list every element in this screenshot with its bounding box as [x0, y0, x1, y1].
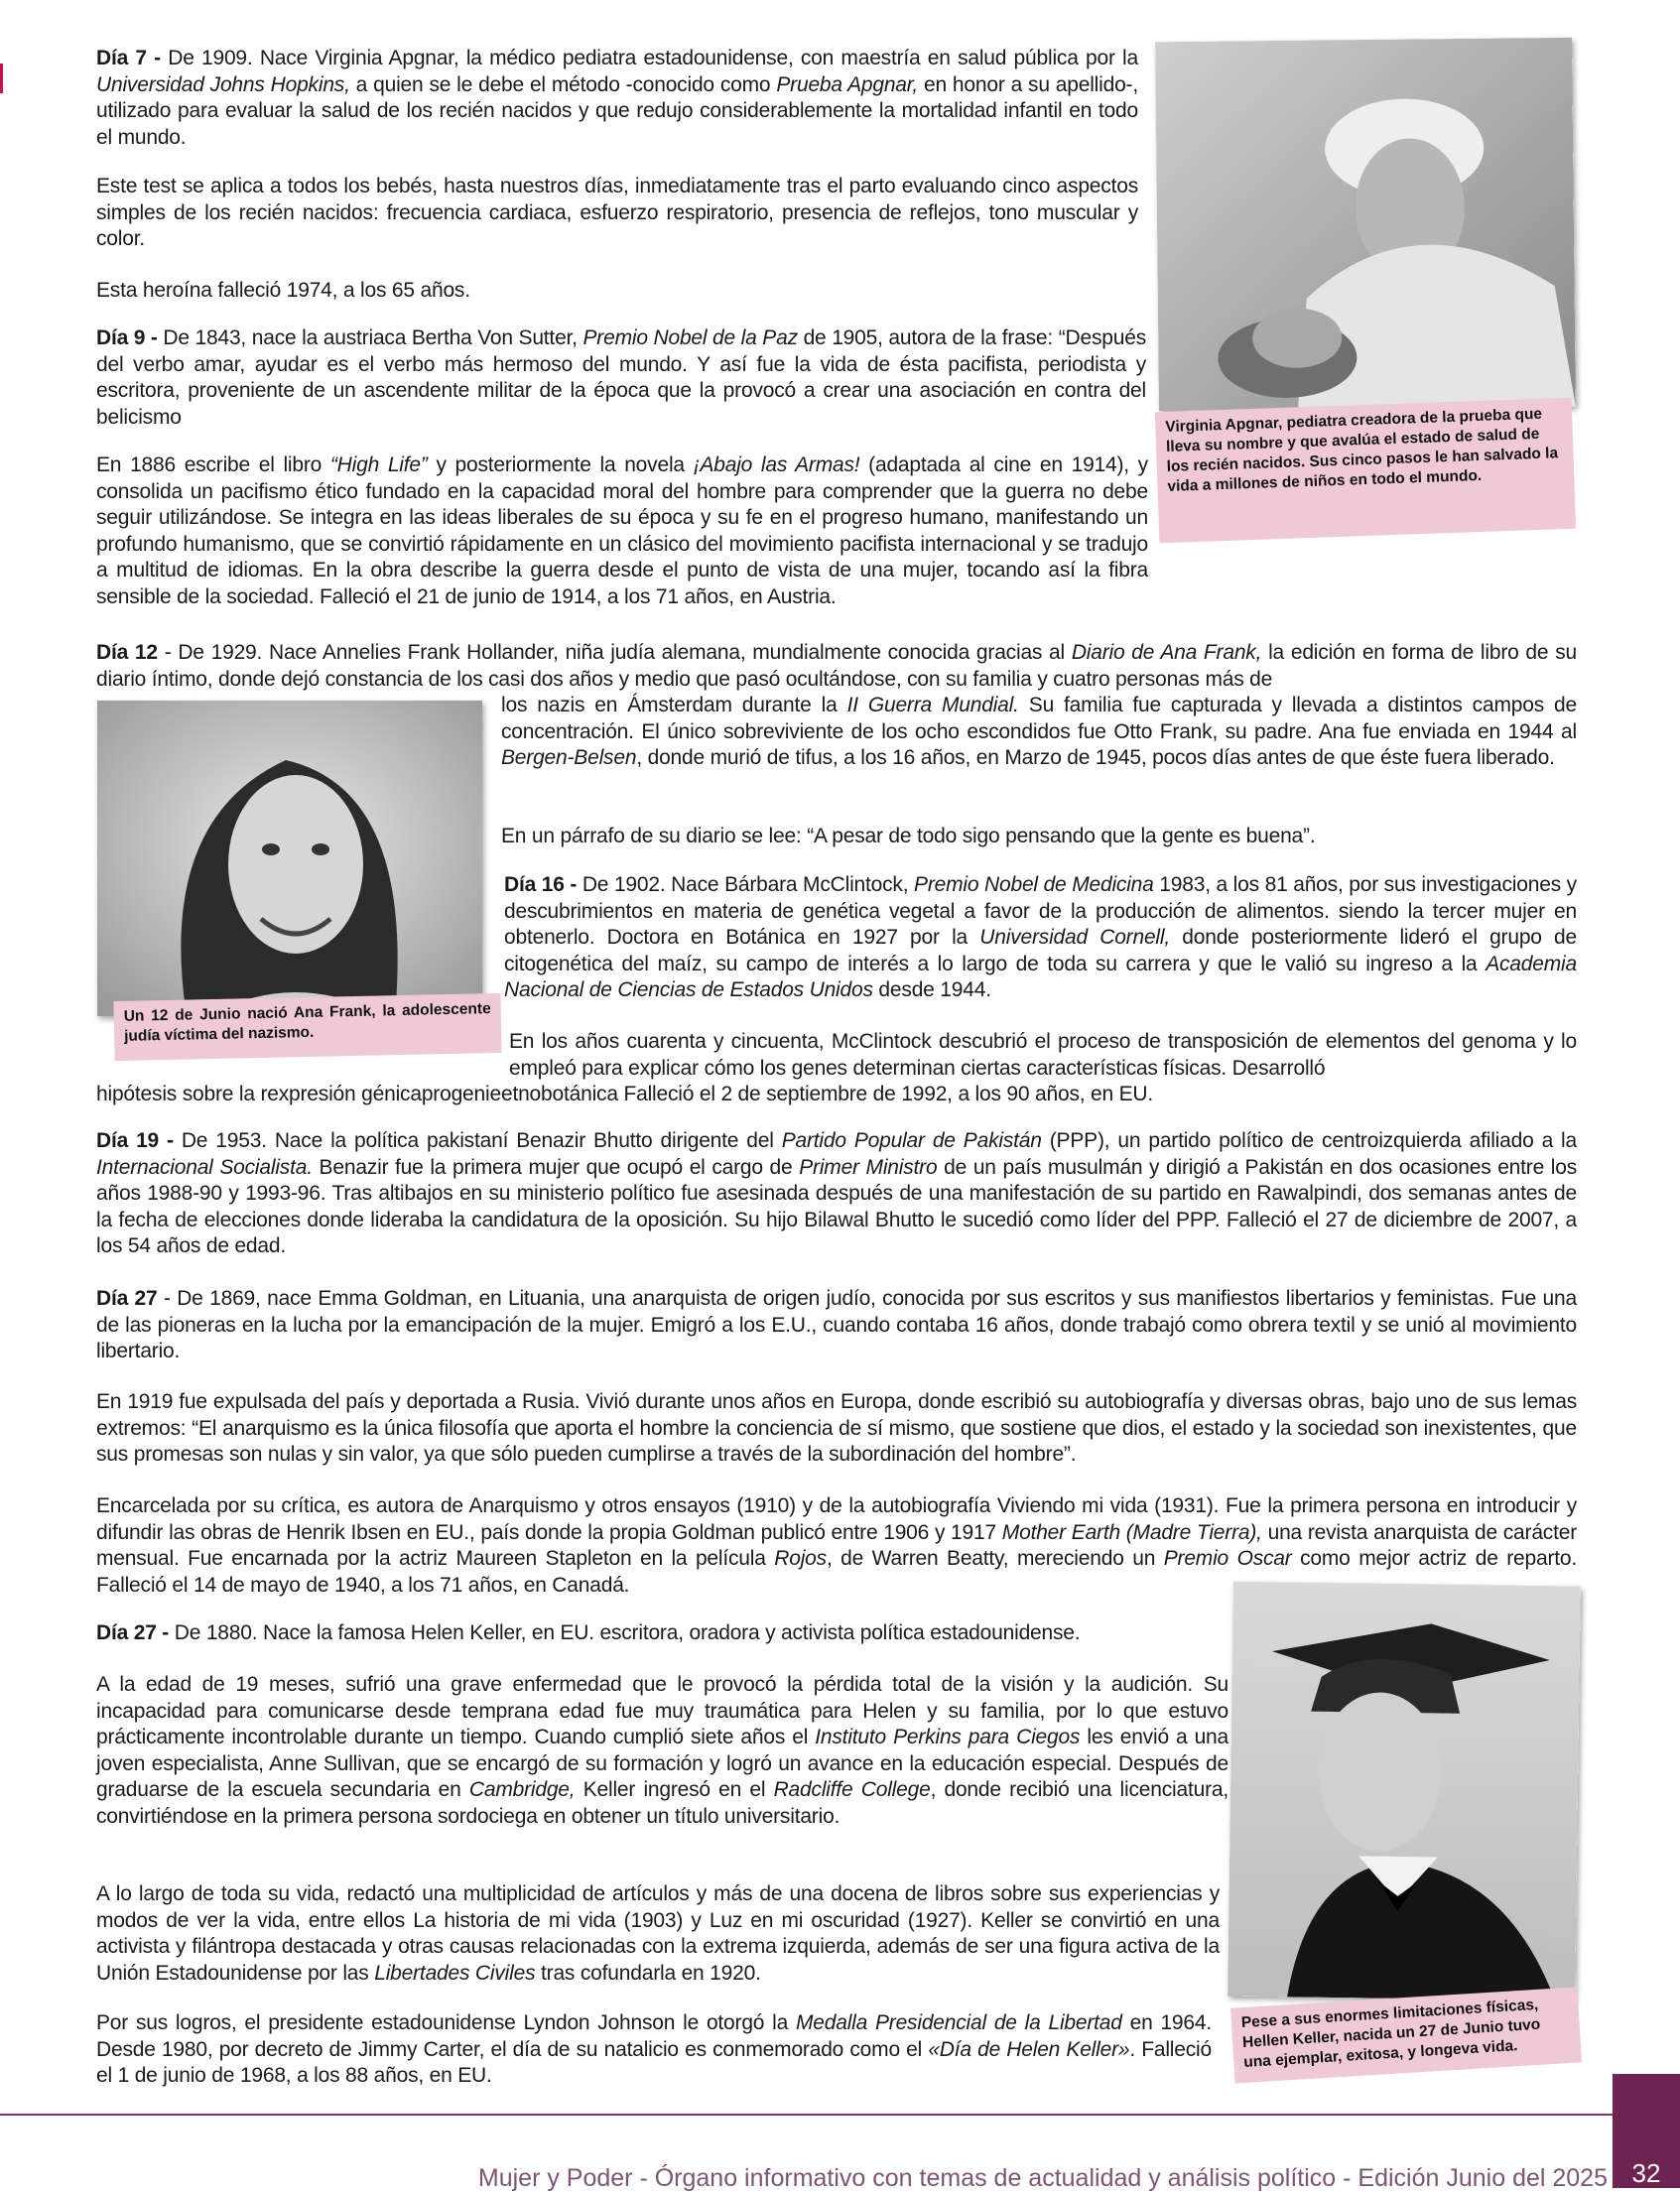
italic-text: Primer Ministro [799, 1155, 938, 1179]
italic-text: Bergen-Belsen [501, 746, 637, 769]
photo-virginia-apgnar [1155, 38, 1576, 411]
text: de 1905, autora de la frase: “Después del verbo amar, ayudar es el verbo más hermoso del mundo. Y así fue la vida de ésta pacifista, periodista y escritora, proveniente de un ascendente militar de la época que la provocó a crear una asociación en contra del belicismo [96, 326, 1146, 429]
text: De 1902. Nace Bárbara McClintock, [577, 873, 915, 896]
caption-ana-frank [113, 993, 501, 1061]
italic-text: Premio Nobel de Medicina [914, 873, 1154, 896]
text: A lo largo de toda su vida, redactó una multiplicidad de artículos y más de una docena de libros sobre sus experiencias y modos de ver la vida, entre ellos La historia de mi vida (1903) y Luz en mi oscuridad (1927). Keller se convirtió en una activista y filántropa destacada y otras causas relacionadas con la extrema izquierda, además de ser una figura activa de la Unión Estadounidense por las [96, 1882, 1220, 1985]
paragraph-dia16 [504, 872, 1577, 1004]
day-label: Día 19 - [96, 1129, 174, 1152]
footer-publication: Mujer y Poder - Órgano informativo con temas de actualidad y análisis político - Edición Junio del 2025 [477, 2164, 1608, 2192]
text: En los años cuarenta y cincuenta, McClintock descubrió el proceso de transposición de elementos del genoma y lo empleó para explicar cómo los genes determinan ciertas características físicas. Desarrolló [509, 1030, 1577, 1080]
paragraph-dia9 [96, 325, 1146, 431]
text: - De 1869, nace Emma Goldman, en Lituania, una anarquista de origen judío, conocida por sus escritos y sus manifiestos libertarios y feministas. Fue una de las pioneras en la lucha por la emancipación de la mujer. Emigró a los E.U., cuando contaba 16 años, donde trabajó como obrera textil y se unió al movimiento libertario. [96, 1287, 1577, 1362]
text: . Falleció el 1 de junio de 1968, a los 88 años, en EU. [96, 2037, 1212, 2087]
italic-text: Cambridge, [468, 1778, 576, 1801]
text: - De 1929. Nace Annelies Frank Hollander, niña judía alemana, mundialmente conocida gracias al [157, 641, 1072, 664]
italic-text: II Guerra Mundial. [846, 694, 1019, 716]
text: como mejor actriz de reparto. Falleció el 14 de mayo de 1940, a los 71 años, en Canadá. [96, 1547, 1577, 1597]
italic-text: Partido Popular de Pakistán [781, 1129, 1042, 1152]
caption-text: Virginia Apgnar, pediatra creadora de la prueba que lleva su nombre y que avalúa el estado de salud de los recién nacidos. Sus cinco pasos le han salvado la vida a millones de niños en todo el mundo. [1165, 405, 1559, 495]
text: tras cofundarla en 1920. [535, 1961, 761, 1985]
text: en 1964. Desde 1980, por decreto de Jimmy Carter, el día de su natalicio es conmemorado como el [96, 2011, 1213, 2061]
text: hipótesis sobre la rexpresión génicaprogenieetnobotánica Falleció el 2 de septiembre de 1992, a los 90 años, en EU. [96, 1083, 1154, 1105]
paragraph-dia16-genome [509, 1029, 1577, 1082]
text: donde posteriormente lideró el grupo de citogenética del maíz, su campo de interés a lo largo de toda su carrera y que le valió su ingreso a la [504, 926, 1578, 975]
text: Benazir fue la primera mujer que ocupó el cargo de [312, 1155, 800, 1179]
italic-text: Instituto Perkins para Ciegos [815, 1726, 1081, 1748]
text: De 1880. Nace la famosa Helen Keller, en EU. escritora, oradora y activista política estadounidense. [169, 1621, 1081, 1644]
text: (adaptada al cine en 1914), y consolida un pacifismo ético fundado en la capacidad moral del hombre para comprender que la guerra no debe seguir utilizándose. Se integra en las ideas liberales de su época y su fe en el progreso humano, manifestando un profundo humanismo, que se convirtió rápidamente en un clásico del movimiento pacifista internacional y se tradujo a multitud de idiomas. En la obra describe la guerra desde el punto de vista de una mujer, tocando así la fibra sensible de la sociedad. Falleció el 21 de junio de 1914, a los 71 años, en Austria. [96, 453, 1148, 608]
day-label: Día 16 - [504, 873, 578, 896]
day-label: Día 12 [96, 641, 158, 664]
text: la edición en forma de libro de su diario íntimo, donde dejó constancia de los casi dos años y medio que pasó ocultándose, con su familia y cuatro personas más de [96, 641, 1577, 691]
text: , donde recibió una licenciatura, convirtiéndose en la primera persona sordociega en obtener un título universitario. [96, 1778, 1228, 1828]
italic-text: «Día de Helen Keller» [928, 2037, 1130, 2061]
text: les envió a una joven especialista, Anne Sullivan, que se encargó de su formación y logró un avance en la educación especial. Después de graduarse de la escuela secundaria en [96, 1726, 1229, 1801]
italic-text: Libertades Civiles [374, 1961, 536, 1985]
text: De 1843, nace la austriaca Bertha Von Sutter, [157, 326, 583, 349]
text: (PPP), un partido político de centroizquierda afiliado a la [1041, 1129, 1577, 1152]
text: 1983, a los 81 años, por sus investigaciones y descubrimientos en materia de genética vegetal a favor de la producción de alimentos. siendo la tercer mujer en obtenerlo. Doctora en Botánica en 1927 por la [504, 873, 1577, 949]
italic-text: Prueba Apgnar, [776, 72, 919, 96]
paragraph-dia27-keller-honors [96, 2010, 1212, 2090]
margin-marker [0, 64, 3, 93]
text: En 1919 fue expulsada del país y deportada a Rusia. Vivió durante unos años en Europa, donde escribió su autobiografía y diversas obras, bajo uno de sus lemas extremos: “El anarquismo es la única filosofía que aporta el hombre la conciencia de sí mismo, que sostiene que dios, el estado y la sociedad son inexistentes, que sus promesas son nulas y sin valor, ya que sólo pueden cumplirse a través de la subordinación del hombre”. [96, 1390, 1577, 1466]
paragraph-dia27-keller-works [96, 1881, 1220, 1987]
caption-text: Pese a sus enormes limitaciones físicas, Hellen Keller, nacida un 27 de Junio tuvo una ejemplar, exitosa, y longeva vida. [1240, 1996, 1541, 2072]
italic-text: Mother Earth (Madre Tierra), [1001, 1520, 1262, 1544]
text: , de Warren Beatty, mereciendo un [826, 1547, 1164, 1570]
paragraph-dia27-keller [96, 1620, 1208, 1647]
text: a quien se le debe el método -conocido como [349, 72, 777, 96]
italic-text: Premio Nobel de la Paz [582, 326, 798, 349]
italic-text: Universidad Johns Hopkins, [96, 72, 350, 96]
text: En 1886 escribe el libro [96, 453, 330, 476]
paragraph-dia7 [96, 46, 1138, 151]
paragraph-dia19 [96, 1128, 1577, 1260]
italic-text: Rojos [774, 1547, 827, 1570]
day-label: Día 27 - [96, 1621, 170, 1644]
text: Esta heroína falleció 1974, a los 65 años. [96, 279, 470, 302]
text: De 1909. Nace Virginia Apgnar, la médico pediatra estadounidense, con maestría en salud pública por la [160, 47, 1138, 69]
day-label: Día 7 - [96, 47, 161, 69]
text: de un país musulmán y dirigió a Pakistán en dos ocasiones entre los años 1988-90 y 1993-96. Tras altibajos en su ministerio político fue asesinada después de una manifestación de su partido en Rawalpindi, dos semanas antes de la fecha de elecciones donde lideraba la candidatura de la oposición. Su hijo Bilawal Bhutto le sucedió como líder del PPP. Falleció el 27 de diciembre de 2007, a los 54 años de edad. [96, 1155, 1578, 1257]
photo-helen-keller [1228, 1582, 1581, 2001]
italic-text: Premio Oscar [1163, 1547, 1292, 1570]
footer-divider [0, 2114, 1613, 2116]
italic-text: “High Life” [329, 453, 428, 476]
text: Encarcelada por su crítica, es autora de Anarquismo y otros ensayos (1910) y de la autobiografía Viviendo mi vida (1931). Fue la primera persona en introducir y difundir las obras de Henrik Ibsen en EU., país donde la propia Goldman publicó entre 1906 y 1917 [96, 1494, 1577, 1544]
text: Keller ingresó en el [575, 1778, 774, 1801]
text: desde 1944. [872, 978, 991, 1001]
italic-text: Academia Nacional de Ciencias de Estados Unidos [504, 952, 1577, 1001]
caption-text: Un 12 de Junio nació Ana Frank, la adolescente judía víctima del nazismo. [123, 1000, 491, 1045]
caption-keller [1230, 1987, 1582, 2083]
text: A la edad de 19 meses, sufrió una grave enfermedad que le provocó la pérdida total de la visión y la audición. Su incapacidad para comunicarse desde temprana edad fue muy traumática para Helen y su familia, por lo que estuvo prácticamente incontrolable durante un tiempo. Cuando cumplió siete años el [96, 1673, 1228, 1748]
day-label: Día 27 [96, 1287, 158, 1310]
paragraph-dia27-goldman-exile [96, 1389, 1577, 1469]
day-label: Día 9 - [96, 326, 158, 349]
italic-text: Diario de Ana Frank, [1071, 641, 1262, 664]
paragraph-dia12 [96, 640, 1577, 693]
text: , donde murió de tifus, a los 16 años, en Marzo de 1945, pocos días antes de que éste fuera liberado. [636, 746, 1555, 769]
page-number: 32 [1631, 2158, 1661, 2188]
paragraph-dia7-test [96, 174, 1138, 253]
text: una revista anarquista de carácter mensual. Fue encarnada por la actriz Maureen Stapleton en la película [96, 1520, 1577, 1570]
text: En un párrafo de su diario se lee: “A pesar de todo sigo pensando que la gente es buena”. [501, 825, 1316, 847]
text: Por sus logros, el presidente estadounidense Lyndon Johnson le otorgó la [96, 2011, 796, 2034]
paragraph-dia16-end [96, 1082, 1577, 1108]
text: Su familia fue capturada y llevada a distintos campos de concentración. El único sobreviviente de los ocho escondidos fue Otto Frank, su padre. Ana fue enviada en 1944 al [501, 694, 1577, 743]
paragraph-dia12-cont [501, 693, 1577, 772]
paragraph-dia27-keller-life [96, 1672, 1228, 1830]
caption-apgnar [1155, 398, 1576, 544]
italic-text: Universidad Cornell, [979, 926, 1170, 949]
photo-ana-frank [97, 701, 482, 1016]
paragraph-dia27-goldman [96, 1286, 1577, 1365]
paragraph-dia7-death [96, 278, 1138, 305]
paragraph-dia9-book [96, 452, 1148, 610]
paragraph-dia12-quote [501, 824, 1577, 850]
text: De 1953. Nace la política pakistaní Benazir Bhutto dirigente del [173, 1129, 782, 1152]
italic-text: Medalla Presidencial de la Libertad [795, 2011, 1122, 2034]
italic-text: ¡Abajo las Armas! [693, 453, 860, 476]
italic-text: Radcliffe College [773, 1778, 931, 1801]
italic-text: Internacional Socialista. [96, 1155, 313, 1179]
text: los nazis en Ámsterdam durante la [501, 694, 847, 716]
text: en honor a su apellido-, utilizado para evaluar la salud de los recién nacidos y que redujo considerablemente la mortalidad infantil en todo el mundo. [96, 72, 1138, 149]
text: Este test se aplica a todos los bebés, hasta nuestros días, inmediatamente tras el parto evaluando cinco aspectos simples de los recién nacidos: frecuencia cardiaca, esfuerzo respiratorio, presencia de reflejos, tono muscular y color. [96, 175, 1138, 250]
text: y posteriormente la novela [427, 453, 694, 476]
